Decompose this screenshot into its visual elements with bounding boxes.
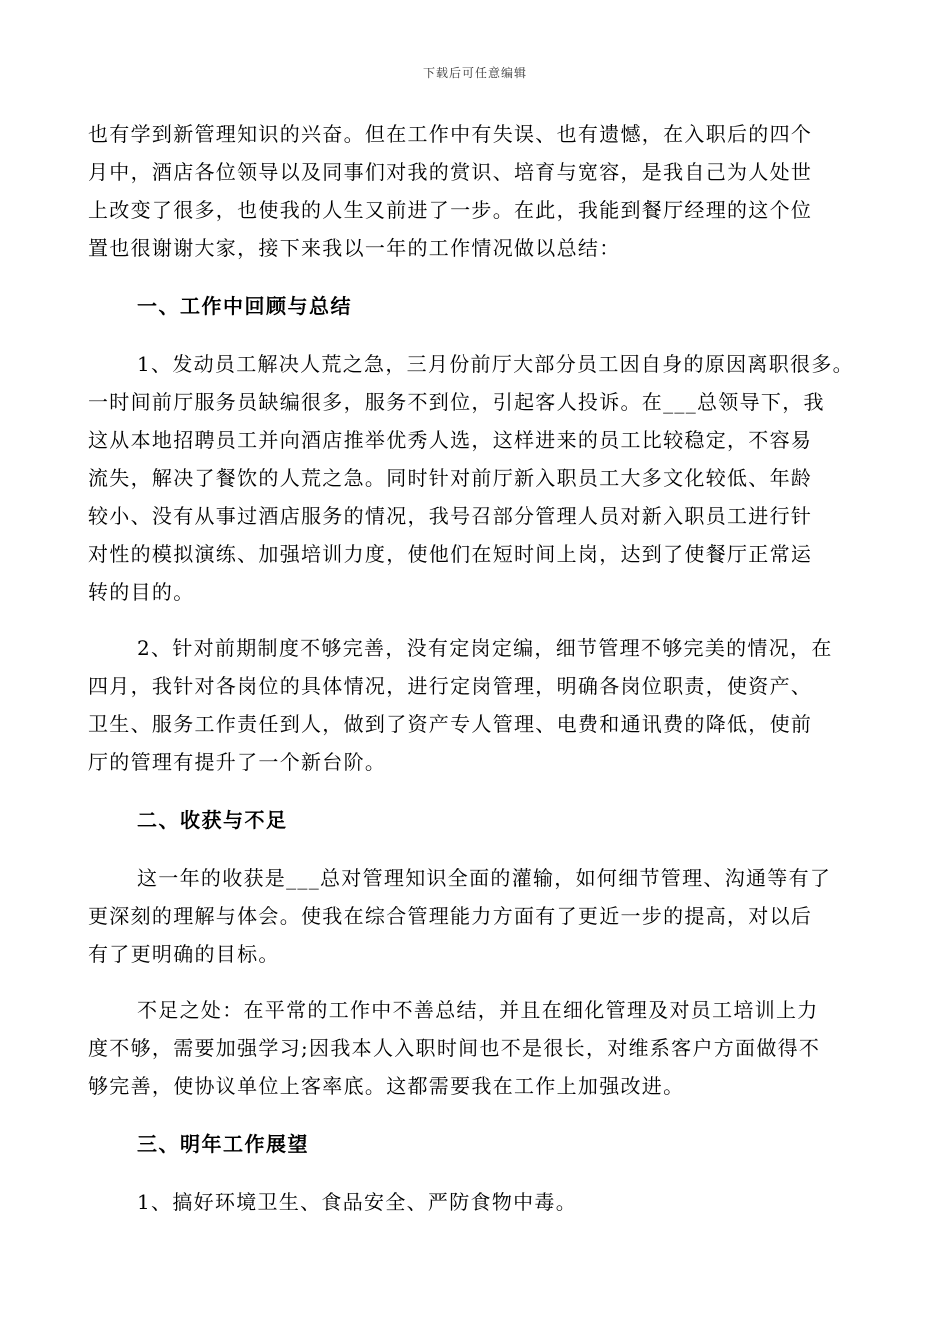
paragraph-line: 卫生、服务工作责任到人，做到了资产专人管理、电费和通讯费的降低，使前 (88, 712, 813, 736)
paragraph-line: 四月，我针对各岗位的具体情况，进行定岗管理，明确各岗位职责，使资产、 (88, 674, 813, 698)
paragraph-line: 月中，酒店各位领导以及同事们对我的赏识、培育与宽容，是我自己为人处世 (88, 160, 813, 184)
paragraph-line: 一时间前厅服务员缺编很多，服务不到位，引起客人投诉。在___总领导下，我 (88, 390, 825, 414)
paragraph-line: 有了更明确的目标。 (88, 942, 280, 966)
section-heading-3: 三、明年工作展望 (137, 1132, 309, 1156)
section-heading-1: 一、工作中回顾与总结 (137, 294, 352, 318)
paragraph-line: 流失，解决了餐饮的人荒之急。同时针对前厅新入职员工大多文化较低、年龄 (88, 466, 813, 490)
paragraph-line: 上改变了很多，也使我的人生又前进了一步。在此，我能到餐厅经理的这个位 (88, 198, 813, 222)
paragraph-line: 这一年的收获是___总对管理知识全面的灌输，如何细节管理、沟通等有了 (137, 866, 832, 890)
paragraph-line: 这从本地招聘员工并向酒店推举优秀人选，这样进来的员工比较稳定，不容易 (88, 428, 813, 452)
paragraph-line: 厅的管理有提升了一个新台阶。 (88, 750, 387, 774)
paragraph-line: 也有学到新管理知识的兴奋。但在工作中有失误、也有遗憾，在入职后的四个 (88, 122, 813, 146)
paragraph-line: 更深刻的理解与体会。使我在综合管理能力方面有了更近一步的提高，对以后 (88, 904, 813, 928)
paragraph-line: 度不够，需要加强学习;因我本人入职时间也不是很长，对维系客户方面做得不 (88, 1036, 821, 1060)
paragraph-line: 置也很谢谢大家，接下来我以一年的工作情况做以总结： (88, 236, 621, 260)
paragraph-line: 2、针对前期制度不够完善，没有定岗定编，细节管理不够完美的情况，在 (137, 636, 833, 660)
section-heading-2: 二、收获与不足 (137, 808, 288, 832)
paragraph-line: 1、发动员工解决人荒之急，三月份前厅大部分员工因自身的原因离职很多。 (137, 352, 854, 376)
paragraph-line: 够完善，使协议单位上客率底。这都需要我在工作上加强改进。 (88, 1074, 685, 1098)
page-header-note: 下载后可任意编辑 (422, 66, 527, 80)
paragraph-line: 较小、没有从事过酒店服务的情况，我号召部分管理人员对新入职员工进行针 (88, 504, 813, 528)
paragraph-line: 1、搞好环境卫生、食品安全、严防食物中毒。 (137, 1190, 578, 1214)
paragraph-line: 转的目的。 (88, 580, 195, 604)
paragraph-line: 不足之处：在平常的工作中不善总结，并且在细化管理及对员工培训上力 (137, 998, 819, 1022)
paragraph-line: 对性的模拟演练、加强培训力度，使他们在短时间上岗，达到了使餐厅正常运 (88, 542, 813, 566)
